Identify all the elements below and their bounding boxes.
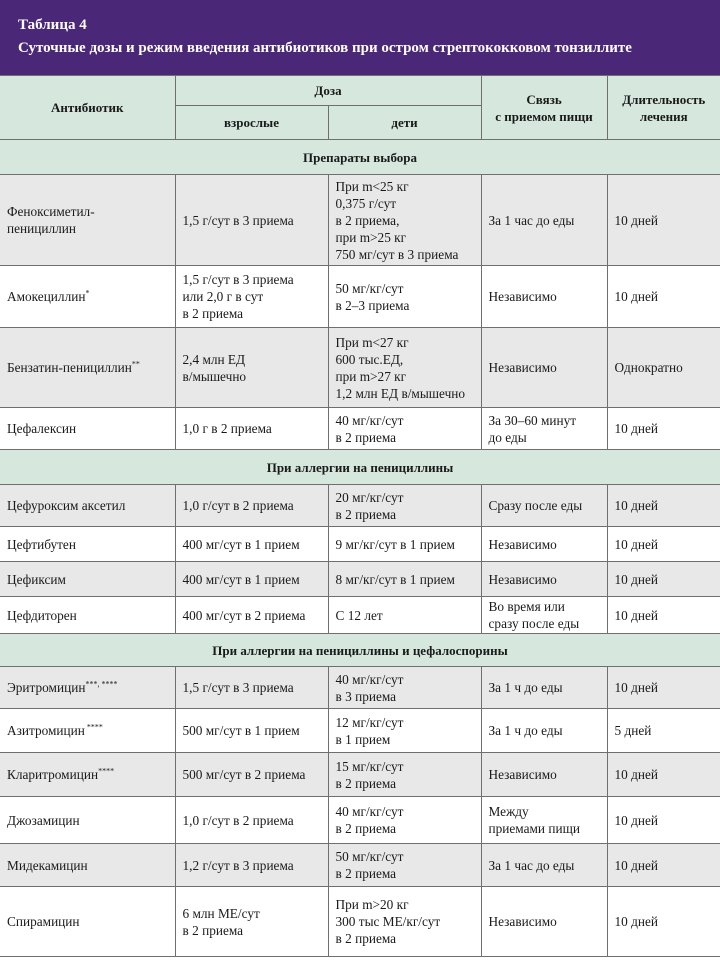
cell-duration — [607, 887, 720, 957]
drug-name: Азитромицин — [7, 723, 85, 738]
cell-adult-dose — [175, 597, 328, 634]
cell-antibiotic — [0, 175, 175, 266]
cell-food-relation-text: За 1 ч до еды — [488, 723, 563, 738]
cell-antibiotic — [0, 266, 175, 328]
cell-adult-dose-text: 1,5 г/сут в 3 приема или 2,0 г в сут в 2 приема — [182, 272, 294, 321]
cell-child-dose — [328, 887, 481, 957]
cell-child-dose — [328, 597, 481, 634]
cell-child-dose-text: 12 мг/кг/сут в 1 прием — [335, 714, 404, 747]
cell-adult-dose-text: 1,0 г в 2 приема — [182, 421, 272, 436]
header-adults: взрослые — [175, 106, 328, 140]
header-duration: Длительность лечения — [607, 76, 720, 140]
drug-name: Цефдиторен — [7, 607, 77, 623]
cell-child-dose — [328, 562, 481, 597]
cell-antibiotic — [0, 709, 175, 753]
cell-adult-dose-text: 2,4 млн ЕД в/мышечно — [182, 351, 247, 384]
drug-name: Цефалексин — [7, 421, 77, 436]
cell-duration — [607, 527, 720, 562]
antibiotic-dose-table — [0, 75, 720, 957]
cell-duration — [607, 408, 720, 450]
cell-duration — [607, 175, 720, 266]
cell-adult-dose-text: 6 млн МЕ/сут в 2 приема — [182, 905, 260, 938]
section-title: Препараты выбора — [0, 140, 720, 175]
cell-antibiotic — [0, 408, 175, 450]
section-title: При аллергии на пенициллины и цефалоспорины — [0, 634, 720, 667]
table-row — [0, 485, 720, 527]
header-dose: Доза — [175, 76, 481, 106]
cell-food-relation — [481, 408, 607, 450]
cell-duration-text: 5 дней — [614, 723, 652, 738]
header-food-relation: Связь с приемом пищи — [481, 76, 607, 140]
cell-child-dose-text: 20 мг/кг/сут в 2 приема — [335, 489, 404, 522]
cell-child-dose — [328, 527, 481, 562]
cell-adult-dose — [175, 844, 328, 887]
cell-child-dose-text: 40 мг/кг/сут в 3 приема — [335, 671, 404, 704]
cell-antibiotic — [0, 887, 175, 957]
cell-food-relation-text: За 1 ч до еды — [488, 680, 563, 695]
cell-child-dose-text: 50 мг/кг/сут в 2 приема — [335, 849, 404, 881]
cell-antibiotic — [0, 667, 175, 709]
cell-duration-text: 10 дней — [614, 680, 659, 695]
cell-food-relation — [481, 266, 607, 328]
cell-food-relation-text: Независимо — [488, 767, 557, 782]
cell-duration-text: Однократно — [614, 360, 683, 375]
cell-food-relation-text: Сразу после еды — [488, 498, 583, 513]
cell-child-dose — [328, 844, 481, 887]
cell-adult-dose-text: 1,5 г/сут в 3 приема — [182, 680, 294, 695]
cell-food-relation-text: Независимо — [488, 914, 557, 929]
cell-adult-dose-text: 1,0 г/сут в 2 приема — [182, 812, 294, 828]
cell-antibiotic — [0, 753, 175, 797]
cell-duration — [607, 266, 720, 328]
table-row — [0, 753, 720, 797]
cell-duration — [607, 797, 720, 844]
cell-child-dose-text: 9 мг/кг/сут в 1 прием — [335, 536, 455, 552]
table-row — [0, 667, 720, 709]
cell-duration-text: 10 дней — [614, 498, 659, 513]
cell-child-dose — [328, 709, 481, 753]
header-antibiotic: Антибиотик — [0, 76, 175, 140]
header-children: дети — [328, 106, 481, 140]
cell-duration-text: 10 дней — [614, 421, 659, 436]
section-header-row — [0, 634, 720, 667]
cell-food-relation-text: Во время или сразу после еды — [488, 599, 580, 631]
cell-adult-dose — [175, 266, 328, 328]
drug-name: Цефуроксим аксетил — [7, 498, 126, 513]
table-row — [0, 597, 720, 634]
cell-food-relation — [481, 753, 607, 797]
table-row — [0, 797, 720, 844]
cell-food-relation — [481, 175, 607, 266]
drug-name: Феноксиметил- пенициллин — [7, 204, 95, 236]
cell-antibiotic — [0, 562, 175, 597]
cell-adult-dose — [175, 709, 328, 753]
cell-food-relation-text: Независимо — [488, 536, 557, 552]
cell-food-relation-text: Независимо — [488, 289, 557, 304]
table-title-bar — [0, 0, 720, 75]
cell-food-relation-text: Независимо — [488, 360, 557, 375]
cell-duration — [607, 667, 720, 709]
cell-child-dose-text: При m>20 кг 300 тыс МЕ/кг/сут в 2 приема — [335, 897, 441, 946]
cell-child-dose-text: 50 мг/кг/сут в 2–3 приема — [335, 280, 410, 313]
drug-name: Кларитромицин — [7, 767, 99, 782]
cell-child-dose-text: 15 мг/кг/сут в 2 приема — [335, 758, 404, 791]
cell-food-relation — [481, 844, 607, 887]
drug-name: Мидекамицин — [7, 857, 88, 873]
table-row — [0, 887, 720, 957]
cell-adult-dose — [175, 485, 328, 527]
cell-child-dose-text: 8 мг/кг/сут в 1 прием — [335, 571, 455, 587]
cell-food-relation-text: Между приемами пищи — [488, 804, 580, 836]
cell-food-relation-text: За 1 час до еды — [488, 857, 575, 873]
cell-adult-dose — [175, 887, 328, 957]
table-row — [0, 266, 720, 328]
table-label: Таблица 4 — [18, 17, 87, 33]
table-row — [0, 562, 720, 597]
cell-food-relation — [481, 667, 607, 709]
cell-antibiotic — [0, 844, 175, 887]
cell-antibiotic — [0, 328, 175, 408]
table-row — [0, 408, 720, 450]
cell-adult-dose — [175, 562, 328, 597]
cell-child-dose-text: 40 мг/кг/сут в 2 приема — [335, 412, 404, 445]
cell-adult-dose-text: 400 мг/сут в 1 прием — [182, 571, 300, 587]
cell-duration-text: 10 дней — [614, 812, 659, 828]
cell-food-relation — [481, 328, 607, 408]
cell-food-relation — [481, 597, 607, 634]
section-title: При аллергии на пенициллины — [0, 450, 720, 485]
cell-duration — [607, 562, 720, 597]
cell-duration — [607, 485, 720, 527]
drug-name: Джозамицин — [7, 812, 80, 828]
cell-child-dose-text: При m<27 кг 600 тыс.ЕД, при m>27 кг 1,2 млн ЕД в/мышечно — [335, 334, 466, 401]
cell-adult-dose — [175, 328, 328, 408]
cell-child-dose-text: С 12 лет — [335, 607, 383, 623]
cell-duration-text: 10 дней — [614, 536, 659, 552]
cell-food-relation-text: Независимо — [488, 571, 557, 587]
cell-adult-dose — [175, 175, 328, 266]
table-row — [0, 328, 720, 408]
footnote-mark: * — [85, 288, 90, 298]
cell-duration-text: 10 дней — [614, 571, 659, 587]
cell-food-relation — [481, 887, 607, 957]
footnote-mark: **** — [98, 766, 115, 776]
cell-child-dose-text: 40 мг/кг/сут в 2 приема — [335, 804, 404, 836]
cell-child-dose — [328, 485, 481, 527]
footnote-mark: ***, **** — [85, 679, 118, 689]
cell-food-relation — [481, 709, 607, 753]
table-row — [0, 844, 720, 887]
cell-adult-dose — [175, 527, 328, 562]
table-title: Суточные дозы и режим введения антибиотиков при остром стрептококковом тонзиллите — [18, 40, 632, 56]
cell-duration — [607, 709, 720, 753]
cell-child-dose-text: При m<25 кг 0,375 г/сут в 2 приема, при m>25 кг 750 мг/сут в 3 приема — [335, 178, 459, 262]
cell-antibiotic — [0, 797, 175, 844]
cell-adult-dose — [175, 753, 328, 797]
section-header-row — [0, 450, 720, 485]
cell-adult-dose — [175, 408, 328, 450]
table-row — [0, 175, 720, 266]
footnote-mark: ** — [131, 359, 140, 369]
cell-adult-dose — [175, 797, 328, 844]
cell-adult-dose-text: 500 мг/сут в 2 приема — [182, 767, 306, 782]
drug-name: Амокециллин — [7, 289, 86, 304]
cell-duration-text: 10 дней — [614, 607, 659, 623]
cell-duration-text: 10 дней — [614, 767, 659, 782]
cell-duration — [607, 844, 720, 887]
cell-adult-dose-text: 1,5 г/сут в 3 приема — [182, 212, 294, 228]
cell-adult-dose-text: 400 мг/сут в 1 прием — [182, 536, 300, 552]
cell-child-dose — [328, 175, 481, 266]
footnote-mark: **** — [84, 722, 103, 732]
drug-name: Эритромицин — [7, 680, 86, 695]
cell-child-dose — [328, 753, 481, 797]
drug-name: Цефтибутен — [7, 536, 76, 552]
cell-adult-dose-text: 1,2 г/сут в 3 приема — [182, 857, 294, 873]
cell-food-relation-text: За 1 час до еды — [488, 212, 575, 228]
cell-food-relation — [481, 797, 607, 844]
cell-adult-dose — [175, 667, 328, 709]
cell-child-dose — [328, 328, 481, 408]
drug-name: Цефиксим — [7, 571, 66, 587]
cell-food-relation — [481, 527, 607, 562]
cell-food-relation-text: За 30–60 минут до еды — [488, 412, 577, 445]
cell-duration-text: 10 дней — [614, 857, 659, 873]
cell-duration-text: 10 дней — [614, 289, 659, 304]
cell-child-dose — [328, 667, 481, 709]
cell-food-relation — [481, 562, 607, 597]
cell-adult-dose-text: 500 мг/сут в 1 прием — [182, 723, 300, 738]
drug-name: Спирамицин — [7, 914, 80, 929]
table-body — [0, 140, 720, 957]
cell-child-dose — [328, 408, 481, 450]
cell-duration-text: 10 дней — [614, 914, 659, 929]
cell-duration — [607, 597, 720, 634]
cell-duration — [607, 328, 720, 408]
table-row — [0, 709, 720, 753]
cell-antibiotic — [0, 597, 175, 634]
section-header-row — [0, 140, 720, 175]
cell-antibiotic — [0, 527, 175, 562]
table-row — [0, 527, 720, 562]
cell-child-dose — [328, 797, 481, 844]
cell-duration — [607, 753, 720, 797]
cell-food-relation — [481, 485, 607, 527]
drug-name: Бензатин-пенициллин — [7, 360, 132, 375]
cell-antibiotic — [0, 485, 175, 527]
cell-child-dose — [328, 266, 481, 328]
cell-adult-dose-text: 400 мг/сут в 2 приема — [182, 607, 306, 623]
cell-duration-text: 10 дней — [614, 212, 659, 228]
cell-adult-dose-text: 1,0 г/сут в 2 приема — [182, 498, 294, 513]
